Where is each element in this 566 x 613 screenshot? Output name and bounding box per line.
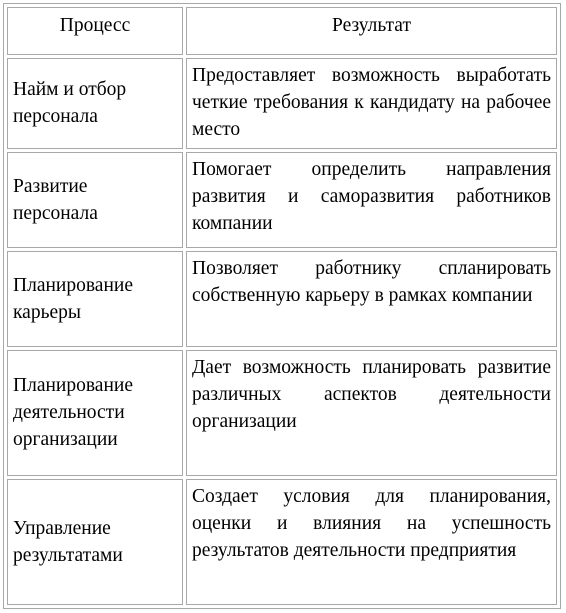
table-header-row (7, 7, 557, 55)
result-cell: Предоставляет возможность выработать четкие требования к кандидату на рабочее место (186, 58, 557, 149)
process-cell: Найм и отбор персонала (7, 58, 183, 149)
table-row (7, 251, 557, 347)
result-cell: Дает возможность планировать развитие различных аспектов деятельности организации (186, 350, 557, 476)
result-cell: Помогает определить направления развития и саморазвития работников компании (186, 152, 557, 248)
process-cell: Управление результатами (7, 479, 183, 605)
process-result-table (3, 3, 561, 609)
result-cell: Позволяет работнику спланировать собственную карьеру в рамках компании (186, 251, 557, 347)
process-cell: Развитие персонала (7, 152, 183, 248)
table-row (7, 152, 557, 248)
process-cell: Планирование деятельности организации (7, 350, 183, 476)
header-result: Результат (186, 7, 557, 55)
result-cell: Создает условия для планирования, оценки и влияния на успешность результатов деятельности предприятия (186, 479, 557, 605)
process-cell: Планирование карьеры (7, 251, 183, 347)
header-process: Процесс (7, 7, 183, 55)
table-row (7, 350, 557, 476)
table-row (7, 58, 557, 149)
table-row (7, 479, 557, 605)
